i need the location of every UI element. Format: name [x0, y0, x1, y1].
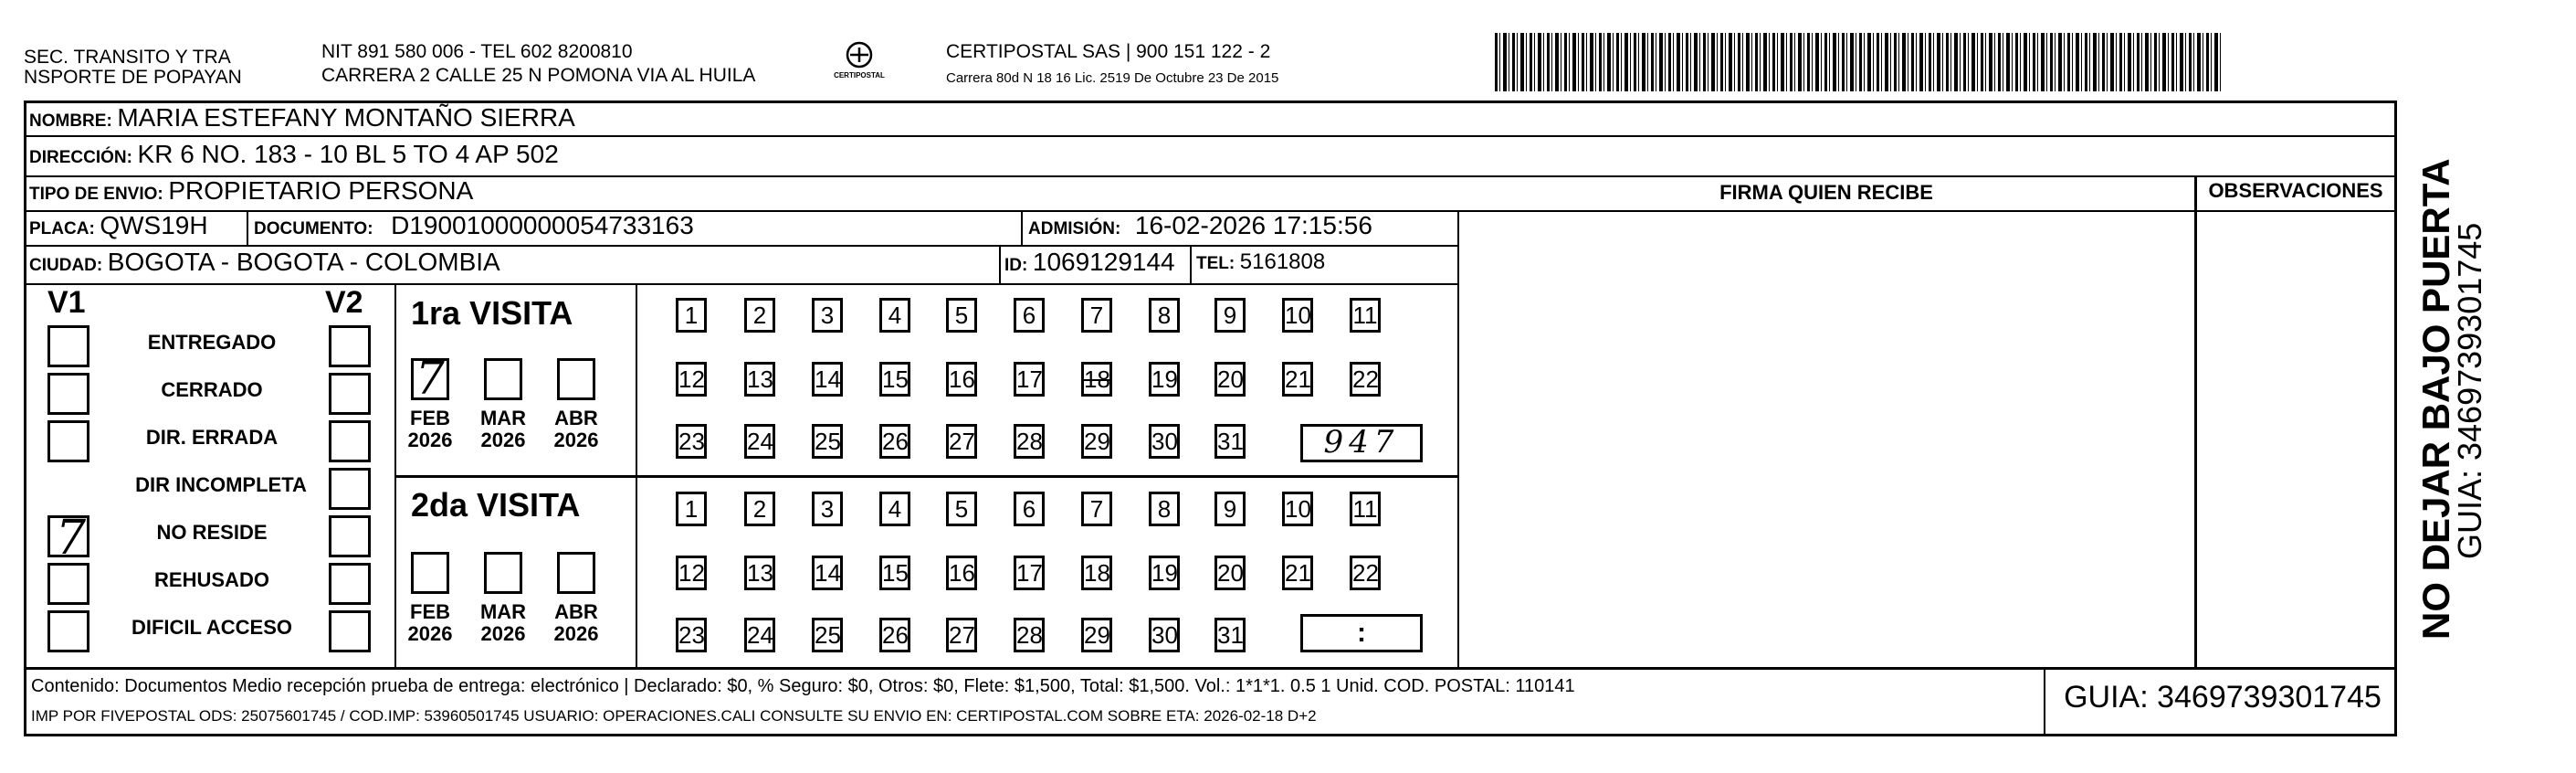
visita2-day-box[interactable]: 6 [1014, 492, 1045, 526]
visita1-day-box[interactable]: 17 [1014, 362, 1045, 397]
v1-checkbox-dir-errada[interactable] [47, 420, 89, 462]
documento-cell [254, 211, 694, 241]
visita2-day-box[interactable]: 7 [1081, 492, 1112, 526]
month-year: 2026 [407, 622, 453, 645]
visita2-day-box[interactable]: 19 [1149, 556, 1180, 590]
visita1-day-box[interactable]: 31 [1214, 424, 1246, 459]
id-label: ID: [1004, 256, 1028, 275]
visita1-day-box[interactable]: 25 [812, 424, 843, 459]
month-year: 2026 [407, 429, 453, 451]
month-name: ABR [554, 407, 598, 429]
status-label: NO RESIDE [156, 521, 268, 544]
visita2-day-box[interactable]: 14 [812, 556, 843, 590]
visita2-day-box[interactable]: 31 [1214, 618, 1246, 652]
v2-checkbox-cerrado[interactable] [329, 373, 371, 415]
tipo-row [29, 176, 474, 206]
visita2-day-box[interactable]: 28 [1014, 618, 1045, 652]
visita2-day-box[interactable]: 10 [1282, 492, 1313, 526]
month-name: MAR [479, 600, 527, 623]
v2-header: V2 [325, 285, 363, 320]
visita1-day-box[interactable]: 21 [1282, 362, 1313, 397]
logo-text: CERTIPOSTAL [834, 71, 885, 79]
ciudad-label: CIUDAD: [29, 256, 103, 275]
direccion-row [29, 140, 559, 170]
visita1-hour-box[interactable]: 947 [1300, 424, 1423, 462]
direccion-value: KR 6 NO. 183 - 10 BL 5 TO 4 AP 502 [137, 140, 559, 168]
nombre-label: NOMBRE: [29, 111, 112, 131]
visita1-day-box[interactable]: 28 [1014, 424, 1045, 459]
contenido-line: Contenido: Documentos Medio recepción prueba de entrega: electrónico | Declarado: $0, % Seguro: $0, Otros: $0, Flete: $1,500, Total: $1,500. Vol.: 1*1*1. 0.5 1 Unid. COD. POSTAL: 110141 [31, 676, 1575, 696]
visita1-day-box[interactable]: 24 [744, 424, 775, 459]
nit-line: NIT 891 580 006 - TEL 602 8200810 [321, 41, 633, 62]
status-label: REHUSADO [154, 568, 269, 591]
month-name: MAR [479, 407, 527, 429]
visita2-day-box[interactable]: 9 [1214, 492, 1246, 526]
v2-checkbox-dificil-acceso[interactable] [329, 610, 371, 652]
visita2-day-box[interactable]: 26 [879, 618, 910, 652]
placa-cell [29, 211, 208, 241]
visita2-month-mar-box[interactable] [484, 552, 522, 594]
certipostal-logo-icon [827, 40, 891, 88]
month-year: 2026 [553, 429, 599, 451]
ciudad-value: BOGOTA - BOGOTA - COLOMBIA [107, 248, 500, 276]
v1-checkbox-cerrado[interactable] [47, 373, 89, 415]
visita1-day-box[interactable]: 19 [1149, 362, 1180, 397]
visita1-day-box[interactable]: 27 [946, 424, 977, 459]
visita1-day-box[interactable]: 20 [1214, 362, 1246, 397]
visita2-day-box[interactable]: 20 [1214, 556, 1246, 590]
admision-value: 16-02-2026 17:15:56 [1134, 211, 1372, 239]
visita2-title: 2da VISITA [411, 486, 581, 524]
company-line: CERTIPOSTAL SAS | 900 151 122 - 2 [946, 41, 1271, 62]
v2-checkbox-rehusado[interactable] [329, 563, 371, 605]
direccion-label: DIRECCIÓN: [29, 148, 132, 167]
visita2-day-box[interactable]: 27 [946, 618, 977, 652]
visita1-month-mar-box[interactable] [484, 358, 522, 400]
visita2-day-box[interactable]: 11 [1350, 492, 1381, 526]
visita2-month-abr [546, 601, 606, 645]
v2-checkbox-dir-errada[interactable] [329, 420, 371, 462]
visita1-day-box[interactable]: 15 [879, 362, 910, 397]
visita1-day-box[interactable]: 8 [1149, 298, 1180, 333]
visita2-day-box[interactable]: 5 [946, 492, 977, 526]
visita2-day-box[interactable]: 16 [946, 556, 977, 590]
observaciones-area[interactable] [2197, 214, 2392, 665]
visita1-day-box[interactable]: 2 [744, 298, 775, 333]
visita1-day-box[interactable]: 11 [1350, 298, 1381, 333]
visita2-day-box[interactable]: 1 [676, 492, 707, 526]
id-value: 1069129144 [1032, 248, 1175, 276]
tipo-value: PROPIETARIO PERSONA [168, 176, 474, 205]
visita2-day-box[interactable]: 25 [812, 618, 843, 652]
visita2-day-box[interactable]: 24 [744, 618, 775, 652]
visita1-day-box[interactable]: 10 [1282, 298, 1313, 333]
visita2-day-box[interactable]: 30 [1149, 618, 1180, 652]
visita1-day-box[interactable]: 3 [812, 298, 843, 333]
handwritten-mark: 7 [56, 511, 87, 566]
visita2-day-box[interactable]: 18 [1081, 556, 1112, 590]
visita2-day-box[interactable]: 29 [1081, 618, 1112, 652]
observaciones-header: OBSERVACIONES [2208, 179, 2383, 202]
imp-line: IMP POR FIVEPOSTAL ODS: 25075601745 / COD.IMP: 53960501745 USUARIO: OPERACIONES.CALI CONSULTE SU ENVIO EN: CERTIPOSTAL.COM SOBRE ETA: 2026-02-18 D+2 [31, 707, 1317, 725]
visita2-day-box[interactable]: 4 [879, 492, 910, 526]
visita1-month-abr-box[interactable] [557, 358, 595, 400]
address-line: CARRERA 2 CALLE 25 N POMONA VIA AL HUILA [321, 65, 756, 86]
no-dejar-bajo-puerta: NO DEJAR BAJO PUERTA [2414, 158, 2457, 640]
tel-value: 5161808 [1239, 249, 1326, 274]
nombre-value: MARIA ESTEFANY MONTAÑO SIERRA [117, 103, 575, 132]
visita1-day-box[interactable]: 12 [676, 362, 707, 397]
v1-checkbox-entregado[interactable] [47, 325, 89, 367]
documento-value: D19001000000054733163 [391, 211, 694, 239]
visita1-day-box[interactable]: 16 [946, 362, 977, 397]
visita2-day-box[interactable]: 23 [676, 618, 707, 652]
visita2-day-box[interactable]: 22 [1350, 556, 1381, 590]
visita2-day-box[interactable]: 13 [744, 556, 775, 590]
handwritten-mark: 7 [415, 352, 445, 405]
visita1-day-box[interactable]: 6 [1014, 298, 1045, 333]
license-line: Carrera 80d N 18 16 Lic. 2519 De Octubre 23 De 2015 [946, 70, 1279, 86]
nombre-row [29, 103, 575, 133]
visita1-day-box[interactable]: 22 [1350, 362, 1381, 397]
status-label: DIR INCOMPLETA [135, 473, 307, 496]
month-name: FEB [410, 407, 450, 429]
ciudad-cell [29, 250, 500, 278]
status-label: CERRADO [161, 378, 263, 401]
visita1-month-feb [400, 408, 460, 451]
visita2-hour-box[interactable]: : [1300, 614, 1423, 652]
visita1-day-box[interactable]: 30 [1149, 424, 1180, 459]
visita2-day-box[interactable]: 15 [879, 556, 910, 590]
v1-checkbox-dificil-acceso[interactable] [47, 610, 89, 652]
visita2-day-box[interactable]: 3 [812, 492, 843, 526]
sender-line-2: NSPORTE DE POPAYAN [24, 67, 242, 88]
tipo-label: TIPO DE ENVIO: [29, 185, 163, 204]
visita1-day-box[interactable]: 1 [676, 298, 707, 333]
certipostal-logo [827, 40, 891, 88]
visita2-day-box[interactable]: 21 [1282, 556, 1313, 590]
admision-cell [1028, 211, 1372, 241]
status-label: DIFICIL ACCESO [131, 616, 292, 639]
tel-label: TEL: [1196, 254, 1235, 273]
visita2-day-box[interactable]: 17 [1014, 556, 1045, 590]
side-guia: GUIA: 3469739301745 [2451, 222, 2488, 559]
v2-checkbox-no-reside[interactable] [329, 515, 371, 557]
month-name: ABR [554, 600, 598, 623]
visita2-day-box[interactable]: 2 [744, 492, 775, 526]
v1-checkbox-no-reside[interactable] [47, 511, 89, 566]
visita1-day-box[interactable]: 18 [1081, 362, 1112, 397]
visita1-title: 1ra VISITA [411, 294, 573, 332]
visita1-month-mar [473, 408, 533, 451]
visita1-month-feb-box[interactable] [411, 352, 449, 405]
placa-label: PLACA: [29, 219, 95, 238]
status-label: ENTREGADO [147, 331, 277, 354]
tel-cell [1196, 250, 1325, 276]
firma-header: FIRMA QUIEN RECIBE [1719, 181, 1933, 204]
visita1-day-box[interactable]: 23 [676, 424, 707, 459]
visita1-month-abr [546, 408, 606, 451]
visita2-month-feb [400, 601, 460, 645]
sender-line-1: SEC. TRANSITO Y TRA [24, 47, 231, 68]
visita1-day-box[interactable]: 9 [1214, 298, 1246, 333]
placa-value: QWS19H [100, 211, 208, 239]
v1-checkbox-rehusado[interactable] [47, 563, 89, 605]
visita2-day-box[interactable]: 8 [1149, 492, 1180, 526]
visita1-day-box[interactable]: 13 [744, 362, 775, 397]
visita2-month-abr-box[interactable] [557, 552, 595, 594]
visita2-month-mar [473, 601, 533, 645]
visita1-day-box[interactable]: 5 [946, 298, 977, 333]
month-year: 2026 [480, 622, 526, 645]
visita2-day-box[interactable]: 12 [676, 556, 707, 590]
firma-area[interactable] [1461, 214, 2192, 665]
admision-label: ADMISIÓN: [1028, 219, 1121, 238]
visita1-day-box[interactable]: 26 [879, 424, 910, 459]
month-year: 2026 [480, 429, 526, 451]
footer-guia-box: GUIA: 3469739301745 [2064, 680, 2381, 715]
visita1-day-box[interactable]: 4 [879, 298, 910, 333]
status-label: DIR. ERRADA [145, 426, 279, 449]
barcode [1495, 33, 2221, 91]
month-name: FEB [410, 600, 450, 623]
v2-checkbox-entregado[interactable] [329, 325, 371, 367]
id-cell [1004, 250, 1175, 278]
visita1-day-box[interactable]: 29 [1081, 424, 1112, 459]
visita1-day-box[interactable]: 7 [1081, 298, 1112, 333]
documento-label: DOCUMENTO: [254, 219, 373, 238]
v2-checkbox-dir-incompleta[interactable] [329, 468, 371, 510]
month-year: 2026 [553, 622, 599, 645]
visita1-day-box[interactable]: 14 [812, 362, 843, 397]
v1-header: V1 [47, 285, 86, 320]
visita2-month-feb-box[interactable] [411, 552, 449, 594]
